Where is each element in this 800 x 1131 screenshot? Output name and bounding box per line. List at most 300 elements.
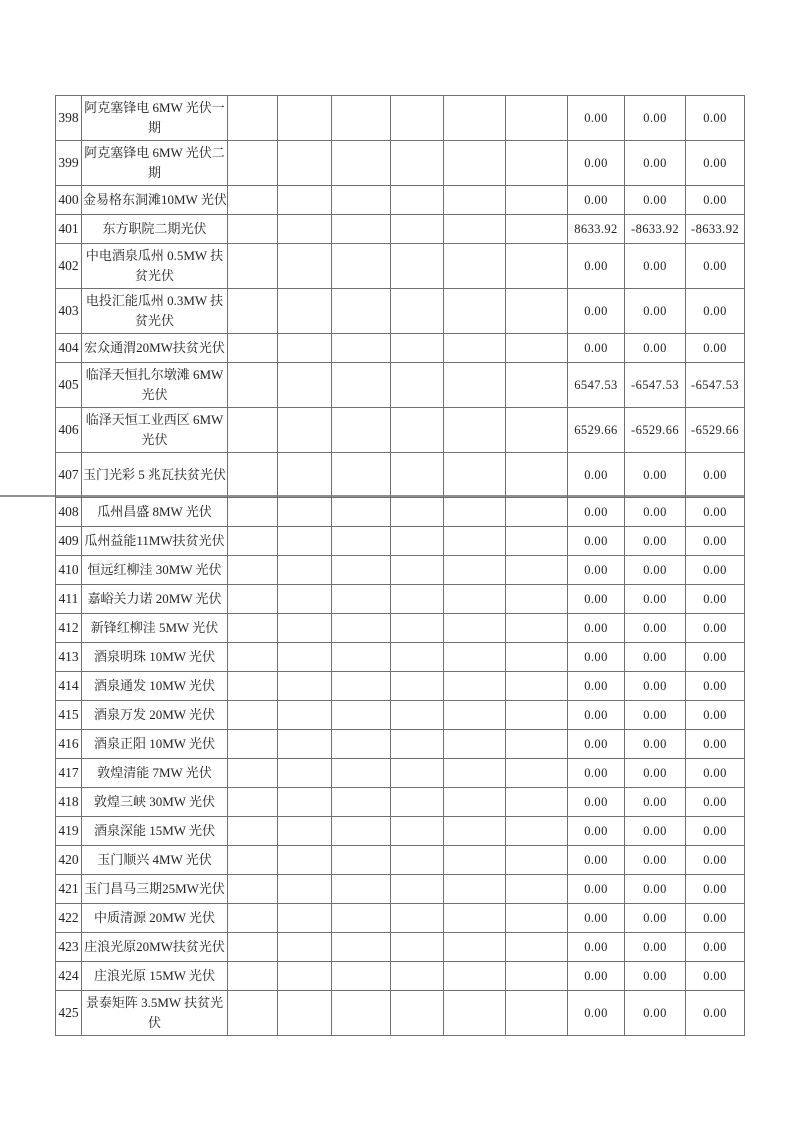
value-cell: 0.00	[568, 672, 625, 701]
value-cell: 0.00	[686, 991, 745, 1036]
empty-cell	[228, 933, 278, 962]
empty-cell	[332, 962, 391, 991]
row-number-cell: 412	[56, 614, 82, 643]
empty-cell	[228, 363, 278, 408]
empty-cell	[332, 788, 391, 817]
value-cell: 0.00	[568, 875, 625, 904]
table-row	[56, 215, 745, 244]
empty-cell	[278, 186, 332, 215]
table-row	[56, 614, 745, 643]
empty-cell	[506, 556, 568, 585]
empty-cell	[278, 701, 332, 730]
row-number-cell: 405	[56, 363, 82, 408]
empty-cell	[444, 289, 506, 334]
row-number-cell: 403	[56, 289, 82, 334]
value-cell: 0.00	[625, 527, 686, 556]
empty-cell	[444, 817, 506, 846]
empty-cell	[391, 186, 444, 215]
table-row	[56, 991, 745, 1036]
empty-cell	[444, 244, 506, 289]
value-cell: 0.00	[625, 498, 686, 527]
table-row	[56, 904, 745, 933]
project-name-cell: 恒远红柳洼 30MW 光伏	[82, 556, 228, 585]
empty-cell	[332, 527, 391, 556]
table-row	[56, 96, 745, 141]
value-cell: 0.00	[625, 730, 686, 759]
empty-cell	[506, 96, 568, 141]
table-row	[56, 141, 745, 186]
empty-cell	[506, 846, 568, 875]
empty-cell	[506, 614, 568, 643]
empty-cell	[444, 875, 506, 904]
value-cell: 0.00	[686, 701, 745, 730]
empty-cell	[228, 186, 278, 215]
empty-cell	[332, 875, 391, 904]
project-name-cell: 酒泉深能 15MW 光伏	[82, 817, 228, 846]
value-cell: 0.00	[568, 186, 625, 215]
empty-cell	[506, 643, 568, 672]
empty-cell	[228, 962, 278, 991]
empty-cell	[278, 875, 332, 904]
project-name-cell: 酒泉万发 20MW 光伏	[82, 701, 228, 730]
value-cell: 0.00	[686, 846, 745, 875]
table-row	[56, 556, 745, 585]
value-cell: 0.00	[686, 904, 745, 933]
empty-cell	[332, 141, 391, 186]
empty-cell	[332, 759, 391, 788]
project-name-cell: 阿克塞锋电 6MW 光伏一期	[82, 96, 228, 141]
value-cell: 0.00	[568, 788, 625, 817]
empty-cell	[444, 334, 506, 363]
empty-cell	[228, 904, 278, 933]
project-name-cell: 嘉峪关力诺 20MW 光伏	[82, 585, 228, 614]
value-cell: 0.00	[625, 585, 686, 614]
project-name-cell: 庄浪光原 15MW 光伏	[82, 962, 228, 991]
empty-cell	[332, 186, 391, 215]
projects-table-body	[56, 96, 745, 1036]
table-row	[56, 730, 745, 759]
row-number-cell: 402	[56, 244, 82, 289]
row-number-cell: 416	[56, 730, 82, 759]
row-number-cell: 408	[56, 498, 82, 527]
empty-cell	[506, 672, 568, 701]
empty-cell	[444, 904, 506, 933]
empty-cell	[278, 643, 332, 672]
empty-cell	[391, 672, 444, 701]
empty-cell	[444, 556, 506, 585]
empty-cell	[228, 701, 278, 730]
empty-cell	[506, 527, 568, 556]
table-row	[56, 846, 745, 875]
empty-cell	[444, 408, 506, 453]
empty-cell	[444, 846, 506, 875]
project-name-cell: 瓜州昌盛 8MW 光伏	[82, 498, 228, 527]
empty-cell	[228, 498, 278, 527]
value-cell: 0.00	[686, 817, 745, 846]
empty-cell	[391, 875, 444, 904]
row-number-cell: 407	[56, 453, 82, 498]
empty-cell	[332, 614, 391, 643]
empty-cell	[228, 875, 278, 904]
value-cell: 0.00	[568, 498, 625, 527]
empty-cell	[506, 962, 568, 991]
empty-cell	[228, 215, 278, 244]
table-row	[56, 759, 745, 788]
table-row	[56, 244, 745, 289]
value-cell: 0.00	[625, 289, 686, 334]
empty-cell	[391, 614, 444, 643]
empty-cell	[228, 817, 278, 846]
empty-cell	[278, 991, 332, 1036]
row-number-cell: 419	[56, 817, 82, 846]
value-cell: 0.00	[568, 244, 625, 289]
empty-cell	[391, 363, 444, 408]
empty-cell	[278, 933, 332, 962]
empty-cell	[506, 875, 568, 904]
empty-cell	[506, 141, 568, 186]
empty-cell	[278, 141, 332, 186]
value-cell: 0.00	[625, 643, 686, 672]
empty-cell	[506, 904, 568, 933]
empty-cell	[278, 672, 332, 701]
empty-cell	[506, 585, 568, 614]
value-cell: 0.00	[686, 289, 745, 334]
value-cell: 0.00	[568, 730, 625, 759]
value-cell: 8633.92	[568, 215, 625, 244]
empty-cell	[444, 453, 506, 498]
empty-cell	[506, 363, 568, 408]
empty-cell	[332, 730, 391, 759]
empty-cell	[228, 289, 278, 334]
project-name-cell: 中质清源 20MW 光伏	[82, 904, 228, 933]
value-cell: 0.00	[625, 672, 686, 701]
empty-cell	[391, 408, 444, 453]
empty-cell	[391, 289, 444, 334]
empty-cell	[332, 672, 391, 701]
empty-cell	[228, 730, 278, 759]
empty-cell	[332, 408, 391, 453]
empty-cell	[228, 846, 278, 875]
empty-cell	[278, 334, 332, 363]
table-row	[56, 498, 745, 527]
project-name-cell: 宏众通渭20MW扶贫光伏	[82, 334, 228, 363]
empty-cell	[444, 962, 506, 991]
value-cell: 0.00	[568, 453, 625, 498]
project-name-cell: 酒泉正阳 10MW 光伏	[82, 730, 228, 759]
empty-cell	[278, 904, 332, 933]
empty-cell	[278, 556, 332, 585]
row-number-cell: 421	[56, 875, 82, 904]
empty-cell	[391, 962, 444, 991]
value-cell: 0.00	[625, 701, 686, 730]
row-number-cell: 398	[56, 96, 82, 141]
row-number-cell: 410	[56, 556, 82, 585]
empty-cell	[444, 614, 506, 643]
table-row	[56, 527, 745, 556]
empty-cell	[444, 933, 506, 962]
value-cell: 0.00	[568, 846, 625, 875]
value-cell: 0.00	[686, 962, 745, 991]
value-cell: 0.00	[686, 498, 745, 527]
project-name-cell: 金易格东洞滩10MW 光伏	[82, 186, 228, 215]
empty-cell	[391, 96, 444, 141]
empty-cell	[228, 244, 278, 289]
empty-cell	[506, 215, 568, 244]
empty-cell	[228, 672, 278, 701]
table-row	[56, 363, 745, 408]
empty-cell	[278, 244, 332, 289]
value-cell: 0.00	[568, 614, 625, 643]
empty-cell	[391, 788, 444, 817]
project-name-cell: 敦煌清能 7MW 光伏	[82, 759, 228, 788]
empty-cell	[391, 498, 444, 527]
value-cell: -6529.66	[686, 408, 745, 453]
project-name-cell: 景泰矩阵 3.5MW 扶贫光伏	[82, 991, 228, 1036]
project-name-cell: 酒泉通发 10MW 光伏	[82, 672, 228, 701]
empty-cell	[444, 215, 506, 244]
empty-cell	[278, 96, 332, 141]
value-cell: 0.00	[686, 759, 745, 788]
value-cell: 6547.53	[568, 363, 625, 408]
value-cell: 0.00	[686, 875, 745, 904]
value-cell: 0.00	[568, 556, 625, 585]
empty-cell	[506, 991, 568, 1036]
empty-cell	[228, 96, 278, 141]
value-cell: 0.00	[625, 141, 686, 186]
empty-cell	[228, 334, 278, 363]
value-cell: 0.00	[686, 788, 745, 817]
row-number-cell: 418	[56, 788, 82, 817]
project-name-cell: 敦煌三峡 30MW 光伏	[82, 788, 228, 817]
empty-cell	[332, 817, 391, 846]
table-row	[56, 788, 745, 817]
empty-cell	[332, 701, 391, 730]
project-name-cell: 中电酒泉瓜州 0.5MW 扶贫光伏	[82, 244, 228, 289]
empty-cell	[391, 759, 444, 788]
value-cell: 0.00	[686, 244, 745, 289]
row-number-cell: 409	[56, 527, 82, 556]
empty-cell	[278, 363, 332, 408]
empty-cell	[506, 289, 568, 334]
value-cell: 0.00	[625, 904, 686, 933]
value-cell: 0.00	[686, 186, 745, 215]
empty-cell	[332, 904, 391, 933]
empty-cell	[278, 846, 332, 875]
row-number-cell: 417	[56, 759, 82, 788]
value-cell: 0.00	[625, 96, 686, 141]
value-cell: 0.00	[625, 759, 686, 788]
empty-cell	[506, 244, 568, 289]
empty-cell	[332, 498, 391, 527]
empty-cell	[444, 186, 506, 215]
value-cell: 0.00	[686, 556, 745, 585]
project-name-cell: 阿克塞锋电 6MW 光伏二期	[82, 141, 228, 186]
value-cell: -6547.53	[686, 363, 745, 408]
row-number-cell: 399	[56, 141, 82, 186]
empty-cell	[332, 215, 391, 244]
value-cell: 0.00	[625, 186, 686, 215]
empty-cell	[391, 244, 444, 289]
empty-cell	[391, 334, 444, 363]
value-cell: 0.00	[625, 614, 686, 643]
empty-cell	[506, 933, 568, 962]
empty-cell	[278, 453, 332, 498]
empty-cell	[506, 408, 568, 453]
empty-cell	[444, 991, 506, 1036]
value-cell: 0.00	[625, 933, 686, 962]
table-row	[56, 817, 745, 846]
empty-cell	[391, 904, 444, 933]
empty-cell	[506, 453, 568, 498]
empty-cell	[444, 759, 506, 788]
table-row	[56, 289, 745, 334]
empty-cell	[444, 643, 506, 672]
empty-cell	[332, 643, 391, 672]
empty-cell	[332, 846, 391, 875]
row-number-cell: 415	[56, 701, 82, 730]
value-cell: 6529.66	[568, 408, 625, 453]
row-number-cell: 413	[56, 643, 82, 672]
empty-cell	[506, 730, 568, 759]
value-cell: 0.00	[686, 585, 745, 614]
empty-cell	[332, 363, 391, 408]
empty-cell	[278, 527, 332, 556]
project-name-cell: 临泽天恒工业西区 6MW 光伏	[82, 408, 228, 453]
value-cell: 0.00	[686, 643, 745, 672]
empty-cell	[278, 408, 332, 453]
empty-cell	[228, 585, 278, 614]
value-cell: 0.00	[686, 334, 745, 363]
empty-cell	[332, 453, 391, 498]
project-name-cell: 玉门顺兴 4MW 光伏	[82, 846, 228, 875]
value-cell: 0.00	[686, 96, 745, 141]
project-name-cell: 东方职院二期光伏	[82, 215, 228, 244]
value-cell: 0.00	[568, 962, 625, 991]
row-number-cell: 411	[56, 585, 82, 614]
empty-cell	[391, 585, 444, 614]
value-cell: 0.00	[625, 244, 686, 289]
empty-cell	[444, 701, 506, 730]
value-cell: 0.00	[568, 289, 625, 334]
empty-cell	[391, 215, 444, 244]
empty-cell	[444, 672, 506, 701]
project-name-cell: 庄浪光原20MW扶贫光伏	[82, 933, 228, 962]
empty-cell	[444, 788, 506, 817]
table-row	[56, 643, 745, 672]
value-cell: -6547.53	[625, 363, 686, 408]
empty-cell	[444, 730, 506, 759]
value-cell: 0.00	[568, 585, 625, 614]
empty-cell	[332, 96, 391, 141]
empty-cell	[278, 585, 332, 614]
value-cell: 0.00	[568, 334, 625, 363]
value-cell: 0.00	[568, 904, 625, 933]
table-row	[56, 585, 745, 614]
value-cell: 0.00	[568, 759, 625, 788]
empty-cell	[506, 759, 568, 788]
row-number-cell: 406	[56, 408, 82, 453]
empty-cell	[278, 730, 332, 759]
empty-cell	[391, 643, 444, 672]
empty-cell	[228, 759, 278, 788]
project-name-cell: 瓜州益能11MW扶贫光伏	[82, 527, 228, 556]
empty-cell	[444, 96, 506, 141]
table-row	[56, 933, 745, 962]
value-cell: -6529.66	[625, 408, 686, 453]
table-row	[56, 962, 745, 991]
empty-cell	[278, 788, 332, 817]
empty-cell	[506, 817, 568, 846]
empty-cell	[391, 556, 444, 585]
empty-cell	[332, 991, 391, 1036]
empty-cell	[391, 141, 444, 186]
empty-cell	[444, 141, 506, 186]
empty-cell	[278, 817, 332, 846]
project-name-cell: 临泽天恒扎尔墩滩 6MW 光伏	[82, 363, 228, 408]
empty-cell	[391, 730, 444, 759]
value-cell: 0.00	[625, 453, 686, 498]
empty-cell	[391, 817, 444, 846]
empty-cell	[506, 701, 568, 730]
row-number-cell: 414	[56, 672, 82, 701]
empty-cell	[332, 585, 391, 614]
empty-cell	[391, 991, 444, 1036]
value-cell: 0.00	[686, 730, 745, 759]
empty-cell	[228, 141, 278, 186]
value-cell: 0.00	[568, 991, 625, 1036]
empty-cell	[391, 453, 444, 498]
project-name-cell: 新锋红柳洼 5MW 光伏	[82, 614, 228, 643]
value-cell: -8633.92	[625, 215, 686, 244]
row-number-cell: 424	[56, 962, 82, 991]
value-cell: 0.00	[625, 962, 686, 991]
empty-cell	[506, 498, 568, 527]
table-row	[56, 672, 745, 701]
empty-cell	[278, 498, 332, 527]
empty-cell	[278, 289, 332, 334]
empty-cell	[228, 991, 278, 1036]
value-cell: 0.00	[686, 141, 745, 186]
value-cell: 0.00	[625, 788, 686, 817]
empty-cell	[278, 614, 332, 643]
empty-cell	[332, 933, 391, 962]
value-cell: 0.00	[686, 933, 745, 962]
empty-cell	[391, 933, 444, 962]
value-cell: 0.00	[686, 527, 745, 556]
empty-cell	[228, 408, 278, 453]
value-cell: 0.00	[568, 933, 625, 962]
value-cell: 0.00	[686, 453, 745, 498]
row-number-cell: 404	[56, 334, 82, 363]
empty-cell	[278, 215, 332, 244]
empty-cell	[228, 453, 278, 498]
table-row	[56, 701, 745, 730]
empty-cell	[332, 289, 391, 334]
table-row	[56, 186, 745, 215]
value-cell: 0.00	[568, 701, 625, 730]
table-row	[56, 334, 745, 363]
empty-cell	[332, 556, 391, 585]
row-number-cell: 401	[56, 215, 82, 244]
empty-cell	[391, 527, 444, 556]
empty-cell	[332, 334, 391, 363]
projects-table	[55, 95, 745, 1036]
table-row	[56, 453, 745, 498]
empty-cell	[228, 788, 278, 817]
empty-cell	[506, 186, 568, 215]
table-row	[56, 875, 745, 904]
value-cell: 0.00	[568, 141, 625, 186]
